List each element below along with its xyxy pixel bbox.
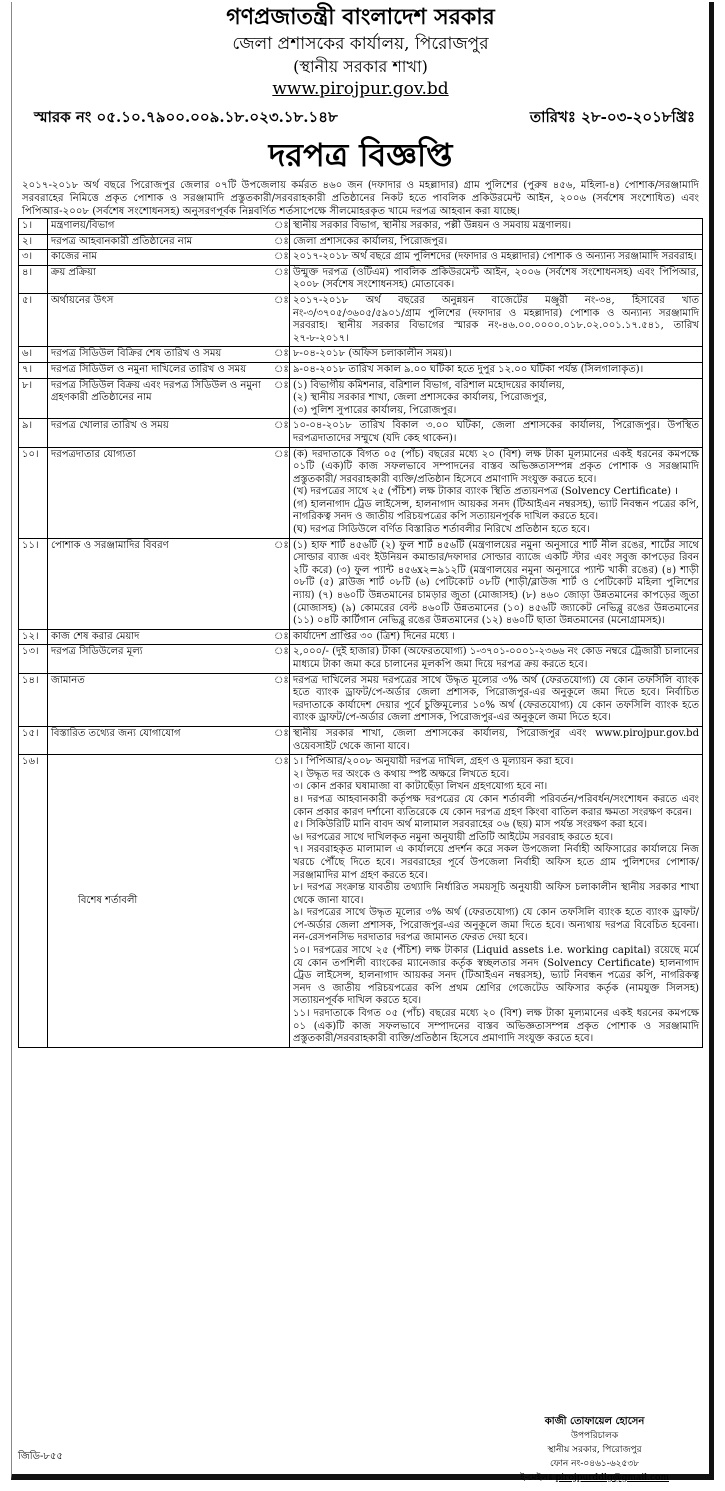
row-serial: ১৬। [19, 755, 48, 1048]
table-row [19, 419, 703, 447]
row-colon: ঃ [271, 629, 290, 645]
row-serial: ৬। [19, 347, 48, 363]
row-label: দরপত্র সিডিউলের মূল্য [48, 645, 272, 673]
office-name: জেলা প্রশাসকের কার্যালয়, পিরোজপুর [232, 34, 489, 54]
branch-name: (স্থানীয় সরকার শাখা) [293, 57, 428, 76]
value-line: ২০১৭-২০১৮ অর্থ বছরে গ্রাম পুলিশদের (দফাদার ও মহল্লাদার) পোশাক ও অন্যান্য সরঞ্জামাদি সরবরাহ। [293, 251, 697, 263]
table-row [19, 645, 703, 673]
reference-row [18, 106, 703, 131]
row-label: দরপত্র সিডিউল বিক্রির শেষ তারিখ ও সময় [48, 347, 272, 363]
row-value [290, 347, 703, 363]
row-value [290, 362, 703, 378]
row-colon: ঃ [271, 755, 290, 1048]
row-value [290, 726, 703, 754]
row-serial: ৮। [19, 378, 48, 419]
row-label: দরপত্র আহবানকারী প্রতিষ্ঠানের নাম [48, 234, 272, 250]
row-value [290, 419, 703, 447]
memo-number: স্মারক নং ০৫.১০.৭৯০০.০০৯.১৮.০২৩.১৮.১৪৮ [34, 108, 338, 126]
table-row [19, 265, 703, 293]
row-serial: ৪। [19, 265, 48, 293]
row-serial: ১২। [19, 629, 48, 645]
row-serial: ৭। [19, 362, 48, 378]
row-colon: ঃ [271, 362, 290, 378]
row-colon: ঃ [271, 378, 290, 419]
row-label: দরপত্র সিডিউল ও নমুনা দাখিলের তারিখ ও সময় [48, 362, 272, 378]
row-value [290, 219, 703, 235]
value-line: ৮-০৪-২০১৮ (অফিস চলাকালীন সময়)। [293, 348, 452, 360]
table-row [19, 673, 703, 726]
value-line: দরপত্র দাখিলের সময় দরপত্রের সাথে উদ্ধৃত মূল্যের ৩% অর্থ (ফেরতযোগ্য) যে কোন তফসিলি ব্যাংক হতে ব্যাংক ড্রাফট/পে-অর্ডার জেলা প্রশাসক, পিরোজপুর-এর অনুকূলে জমা দিতে হবে। নির্বাচিত দরদাতাকে কার্যাদেশ দেয়ার পূর্বে চুক্তিমূল্যের ১০% অর্থ (ফেরতযোগ্য) যে কোন তফসিলি ব্যাংক হতে ব্যাংক ড্রাফট/পে-অর্ডার জেলা প্রশাসক, পিরোজপুর-এর অনুকূলে জমা দিতে হবে। [293, 674, 699, 724]
row-serial: ২। [19, 234, 48, 250]
row-colon: ঃ [271, 234, 290, 250]
row-label: দরপত্রদাতার যোগ্যতা [48, 447, 272, 538]
table-row [19, 629, 703, 645]
table-row [19, 378, 703, 419]
value-line: (গ) হালনাগাদ ট্রেড লাইসেন্স, হালনাগাদ আয়কর সনদ (টিআইএন নম্বরসহ), ভ্যাট নিবন্ধন পত্রের কপি, নাগরিকত্ব সনদ ও জাতীয় পরিচয়পত্রের কপি সত্যায়নপূর্বক দাখিল করতে হবে। [293, 498, 699, 523]
email-link[interactable]: pirojpurddlg@gmail.com [555, 1473, 669, 1483]
table-row [19, 447, 703, 538]
signatory-email [520, 1471, 669, 1485]
value-line: ১। পিপিআর/২০০৮ অনুযায়ী দরপত্র দাখিল, গ্রহণ ও মূল্যায়ন করা হবে। [293, 756, 574, 768]
row-value [290, 629, 703, 645]
row-colon: ঃ [271, 347, 290, 363]
row-serial: ১৫। [19, 726, 48, 754]
signatory-name: কাজী তোফায়েল হোসেন [544, 1416, 645, 1427]
row-value [290, 293, 703, 346]
row-value [290, 538, 703, 629]
table-row [19, 347, 703, 363]
value-line: ২। উদ্ধৃত দর অংকে ও কথায় স্পষ্ট অক্ষরে লিখতে হবে। [293, 768, 510, 780]
row-value [290, 378, 703, 419]
value-line: ৭। সরবরাহকৃত মালামাল এ কার্যালয়ে প্রদর্শন করে সকল উপজেলা নির্বাহী অফিসারের কার্যালয়ে নিজ খরচে পৌঁছে দিতে হবে। সরবরাহের পূর্বে উপজেলা নির্বাহী অফিস হতে গ্রাম পুলিশদের পোশাক/সরঞ্জামাদির মাপ গ্রহণ করতে হবে। [293, 844, 699, 881]
signature-block [520, 1415, 669, 1485]
row-value [290, 755, 703, 1048]
gd-code: জিডি-৮৫৫ [18, 1451, 63, 1462]
value-line: ৮। দরপত্র সংক্রান্ত যাবতীয় তথ্যাদি নির্ধারিত সময়সূচি অনুযায়ী অফিস চলাকালীন স্থানীয় সরকার শাখা থেকে জানা যাবে। [293, 882, 699, 906]
row-serial: ১। [19, 219, 48, 235]
value-line: ৯। দরপত্রের সাথে উদ্ধৃত মূল্যের ৩% অর্থ (ফেরতযোগ্য) যে কোন তফসিলি ব্যাংক হতে ব্যাংক ড্রাফট/পে-অর্ডার জেলা প্রশাসক, পিরোজপুর-এর অনুকূলে জমা দিতে হবে। অন্যথায় দরপত্র বিবেচিত হবেনা। নন-রেসপনসিভ দরদাতার দরপত্র জামানত ফেরত দেয়া হবে। [293, 907, 699, 944]
row-serial: ১৩। [19, 645, 48, 673]
value-line: (১) হাফ শার্ট ৪৫৬টি (২) ফুল শার্ট ৪৫৬টি (মন্ত্রণালয়ের নমুনা অনুসারে শার্ট নীল রঙের, শার্টের সাথে সোল্ডার ব্যাজ এবং ইউনিয়ন কমান্ডার/দফাদার সোল্ডার ব্যাজে একটি স্টার এবং সবুজ কাপড়ের রিবন ২টি করে) (৩) ফুল প্যান্ট ৪৫৬x২=৯১২টি (মন্ত্রণালয়ের নমুনা অনুসারে প্যান্ট খাকী রঙের) (৪) শাড়ী ০৮টি (৫) ব্লাউজ শার্ট ০৮টি (৬) পেটিকোট ০৮টি (শাড়ী/ব্লাউজ শার্ট ও পেটিকোট মহিলা পুলিশের ন্যায়) (৭) ৪৬০টি উন্নতমানের চামড়ার জুতা (মোজাসহ) (৮) ৪৬০ জোড়া উন্নতমানের কাপড়ের জুতা (মোজাসহ) (৯) কোমরের বেল্ট ৪৬০টি উন্নতমানের (১০) ৪৫৬টি জ্যাকেট নেভিব্লু রঙের উন্নতমানের (১১) ০৪টি কার্টিগান নেভিব্লু রঙের উন্নতমানের (১২) ৪৬০টি ছাতা উন্নতমানের (মনোগ্রামসহ)। [293, 539, 699, 627]
value-line: কার্যাদেশ প্রাপ্তির ৩০ (ত্রিশ) দিনের মধ্যে । [293, 630, 455, 642]
row-colon: ঃ [271, 219, 290, 235]
website-link[interactable]: www.pirojpur.gov.bd [272, 79, 449, 99]
value-line: জেলা প্রশাসকের কার্যালয়, পিরোজপুর। [293, 235, 448, 247]
value-line: ৯-০৪-২০১৮ তারিখ সকাল ৯.০০ ঘটিকা হতে দুপুর ১২.০০ ঘটিকা পর্যন্ত (সিলগালাকৃত)। [293, 363, 644, 375]
row-value [290, 447, 703, 538]
row-value [290, 673, 703, 726]
row-label: কাজ শেষ করার মেয়াদ [48, 629, 272, 645]
value-line: স্থানীয় সরকার বিভাগ, স্থানীয় সরকার, পল্লী উন্নয়ন ও সমবায় মন্ত্রণালয়। [293, 220, 572, 231]
value-line: (২) স্থানীয় সরকার শাখা, জেলা প্রশাসকের কার্যালয়, পিরোজপুর, [293, 392, 548, 404]
table-row [19, 234, 703, 250]
value-line: ২,০০০/- (দুই হাজার) টাকা (অফেরতযোগ্য) ১-৩৭০১-০০০১-২৩৬৬ নং কোড নম্বরে ট্রেজারী চালানের মাধ্যমে টাকা জমা করে চালানের মূলকপি জমা দিয়ে দরপত্র ক্রয় করতে হবে। [293, 646, 699, 670]
row-serial: ৩। [19, 250, 48, 266]
value-line: (৩) পুলিশ সুপারের কার্যালয়, পিরোজপুর। [293, 404, 457, 416]
row-serial: ১০। [19, 447, 48, 538]
row-label: ক্রয় প্রক্রিয়া [48, 265, 272, 293]
row-label: কাজের নাম [48, 250, 272, 266]
table-row [19, 726, 703, 754]
intro-paragraph: ২০১৭-২০১৮ অর্থ বছরে পিরোজপুর জেলার ০৭টি উপজেলায় কর্মরত ৪৬০ জন (দফাদার ও মহল্লাদার) গ্রাম পুলিশের (পুরুষ ৪৫৬, মহিলা-৪) পোশাক/সরঞ্জামাদি সরবরাহের নিমিত্তে প্রকৃত পোশাক ও সরঞ্জামাদি প্রস্তুতকারী/সরবরাহকারী প্রতিষ্ঠানের নিকট হতে পাবলিক প্রকিউরমেন্ট আইন, ২০০৬ (সর্বশেষ সংশোধিত) এবং পিপিআর-২০০৮ (সর্বশেষ সংশোধনসহ) অনুসরণপূর্বক নিম্নবর্ণিত শর্তসাপেক্ষে সীলমোহরকৃত খামে দরপত্র আহবান করা যাচ্ছে। [22, 180, 699, 217]
government-title: গণপ্রজাতন্ত্রী বাংলাদেশ সরকার [226, 4, 495, 30]
value-line: ৬। দরপত্রের সাথে দাখিলকৃত নমুনা অনুযায়ী প্রতিটি আইটেম সরবরাহ করতে হবে। [293, 831, 614, 843]
row-serial: ৫। [19, 293, 48, 346]
value-line: (ঘ) দরপত্র সিডিউলে বর্ণিত বিস্তারিত শর্তাবলীর নিরিখে প্রতিষ্ঠান হতে হবে। [293, 524, 590, 536]
value-line: ১১। দরদাতাকে বিগত ০৫ (পাঁচ) বছরের মধ্যে ২০ (বিশ) লক্ষ টাকা মূল্যমানের একই ধরনের কমপক্ষে ০১ (এক)টি কাজ সফলভাবে সম্পাদনের বাস্তব অভিজ্ঞতাসম্পন্ন প্রকৃত পোশাক ও সরঞ্জামাদি প্রস্তুতকারী/সরবরাহকারী ব্যক্তি/প্রতিষ্ঠান হিসেবে প্রমাণাদি সংযুক্ত করতে হবে। [293, 1008, 699, 1045]
row-label: দরপত্র সিডিউল বিক্রয় এবং দরপত্র সিডিউল ও নমুনা গ্রহণকারী প্রতিষ্ঠানের নাম [48, 378, 272, 419]
email-label: ই-মেইলঃ [520, 1473, 553, 1483]
notice-date: তারিখঃ ২৮-০৩-২০১৮খ্রিঃ [529, 108, 695, 126]
row-label: দরপত্র খোলার তারিখ ও সময় [48, 419, 272, 447]
value-line: উন্মুক্ত দরপত্র (ওটিএম) পাবলিক প্রকিউরমেন্ট আইন, ২০০৬ (সর্বশেষ সংশোধনসহ) এবং পিপিআর, ২০০৮ (সর্বশেষ সংশোধনসহ) মোতাবেক। [293, 266, 699, 291]
tender-notice-page [11, 2, 714, 1483]
row-serial: ৯। [19, 419, 48, 447]
row-value [290, 250, 703, 266]
row-colon: ঃ [271, 419, 290, 447]
row-label: পোশাক ও সরঞ্জামাদির বিবরণ [48, 538, 272, 629]
letterhead [18, 2, 703, 100]
row-label: বিশেষ শর্তাবলী [48, 755, 272, 1048]
table-row [19, 293, 703, 346]
row-value [290, 645, 703, 673]
row-colon: ঃ [271, 538, 290, 629]
row-colon: ঃ [271, 673, 290, 726]
tender-details-table [18, 218, 703, 1048]
table-row [19, 538, 703, 629]
special-conditions-row [19, 755, 703, 1048]
value-line: ৫। সিকিউরিটি মানি বাবদ অর্থ মালামাল সরবরাহের ০৬ (ছয়) মাস পর্যন্ত সংরক্ষণ করা হবে। [293, 819, 648, 831]
value-line: ১০। দরপত্রের সাথে ২৫ (পঁচিশ) লক্ষ টাকার (Liquid assets i.e. working capital) রয়েছে মর্মে যে কোন তপশিলী ব্যাংকের ম্যানেজার কর্তৃক স্বচ্ছলতার সনদ (Solvency Certificate) হালনাগাদ ট্রেড লাইসেন্স, হালনাগাদ আয়কর সনদ (টিআইএন নম্বরসহ), ভ্যাট নিবন্ধন পত্রের কপি, নাগরিকত্ব সনদ ও জাতীয় পরিচয়পত্রের কপি প্রথম শ্রেণির গেজেটেড অফিসার কর্তৃক (নামযুক্ত সিলসহ) সত্যায়নপূর্বক দাখিল করতে হবে। [293, 945, 699, 1007]
row-colon: ঃ [271, 645, 290, 673]
row-serial: ১৪। [19, 673, 48, 726]
signatory-office: স্থানীয় সরকার, পিরোজপুর [547, 1445, 642, 1455]
value-line: (ক) দরদাতাকে বিগত ০৫ (পাঁচ) বছরের মধ্যে ২০ (বিশ) লক্ষ টাকা মূল্যমানের একই ধরনের কমপক্ষে ০১টি (এক)টি কাজ সফলভাবে সম্পাদনের বাস্তব অভিজ্ঞতাসম্পন্ন প্রকৃত পোশাক ও সরঞ্জামাদি প্রস্তুতকারী/ সরবরাহকারী ব্যক্তি/প্রতিষ্ঠান হিসেবে প্রমাণাদি সংযুক্ত করতে হবে। [293, 448, 699, 485]
row-serial: ১১। [19, 538, 48, 629]
signatory-phone: ফোন নং-০৪৬১-৬২৫৩৮ [550, 1459, 640, 1469]
row-colon: ঃ [271, 293, 290, 346]
row-colon: ঃ [271, 726, 290, 754]
value-line: ১০-০৪-২০১৮ তারিখ বিকাল ৩.০০ ঘটিকা, জেলা প্রশাসকের কার্যালয়, পিরোজপুর। উপস্থিত দরপত্রদাতাদের সম্মুখে (যদি কেহ থাকেন)। [293, 420, 699, 444]
value-line: ২০১৭-২০১৮ অর্থ বছরের অনুন্নয়ন বাজেটের মঞ্জুরী নং-৩৪, হিসাবের খাত নং-৩/৩৭০৫/৩৬০৫/৫৯০১/গ্রাম পুলিশের (দফাদার ও মহল্লাদার) পোশাক ও অন্যান্য সরঞ্জামাদি সরবরাহ। স্থানীয় সরকার বিভাগের স্মারক নং-৪৬.০০.০০০০.০১৮.০২.০০১.১৭.৫৪১, তারিখ ২৭-৮-২০১৭। [293, 294, 699, 344]
value-line: (১) বিভাগীয় কমিশনার, বরিশাল বিভাগ, বরিশাল মহোদয়ের কার্যালয়, [293, 379, 565, 391]
row-label: মন্ত্রণালয়/বিভাগ [48, 219, 272, 235]
row-label: জামানত [48, 673, 272, 726]
value-line: (খ) দরপত্রের সাথে ২৫ (পঁচিশ) লক্ষ টাকার ব্যাংক স্থিতি প্রত্যয়নপত্র (Solvency Certificate) । [293, 486, 679, 498]
value-line: ৩। কোন প্রকার ঘষামাজা বা কাটাছেঁড়া লিখন গ্রহণযোগ্য হবে না। [293, 781, 548, 793]
notice-title: দরপত্র বিজ্ঞপ্তি [268, 136, 453, 174]
row-colon: ঃ [271, 447, 290, 538]
row-label: অর্থায়নের উৎস [48, 293, 272, 346]
value-line: ৪। দরপত্র আহবানকারী কর্তৃপক্ষ দরপত্রের যে কোন শর্তাবলী পরিবর্তন/পরিবর্ধন/সংশোধন করতে এবং কোন প্রকার কারণ দর্শানো ব্যতিরেকে যে কোন দরপত্র গ্রহণ কিংবা বাতিল করার ক্ষমতা সংরক্ষণ করেন। [293, 793, 699, 818]
value-line: স্থানীয় সরকার শাখা, জেলা প্রশাসকের কার্যালয়, পিরোজপুর এবং www.pirojpur.gov.bd ওয়েবসাইট থেকে জানা যাবে। [293, 727, 699, 752]
row-value [290, 234, 703, 250]
row-colon: ঃ [271, 250, 290, 266]
row-value [290, 265, 703, 293]
row-colon: ঃ [271, 265, 290, 293]
row-label: বিস্তারিত তথ্যের জন্য যোগাযোগ [48, 726, 272, 754]
table-row [19, 362, 703, 378]
table-row [19, 250, 703, 266]
table-row [19, 219, 703, 235]
signatory-designation: উপপরিচালক [570, 1431, 619, 1441]
